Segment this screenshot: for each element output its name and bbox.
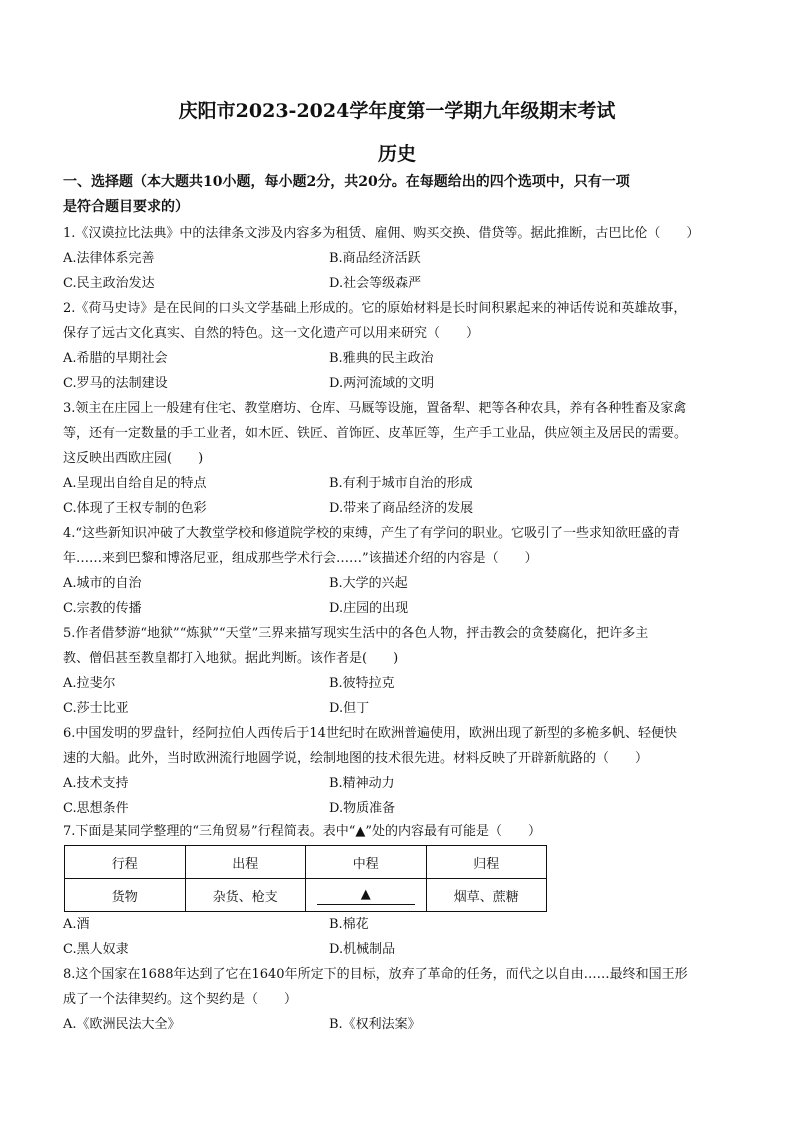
question-3-option-c: C.体现了王权专制的色彩 (63, 501, 207, 516)
question-4-line-2: 年……来到巴黎和博洛尼亚，组成那些学术行会……”该描述介绍的内容是（ ） (63, 551, 538, 566)
table-cell: 杂货、枪支 (185, 879, 306, 912)
question-5-option-a: A.拉斐尔 (63, 676, 116, 691)
question-3-line-3: 这反映出西欧庄园( ) (63, 451, 204, 466)
question-4-option-a: A.城市的自治 (63, 576, 142, 591)
question-6-line-1: 6.中国发明的罗盘针，经阿拉伯人西传后于14世纪时在欧洲普遍使用，欧洲出现了新型的多桅多帆、轻便快 (63, 726, 677, 741)
question-6-option-d: D.物质准备 (329, 801, 396, 816)
question-7-option-d: D.机械制品 (329, 942, 396, 957)
answer-blank-marker: ▲ (317, 886, 415, 905)
question-3-option-d: D.带来了商品经济的发展 (329, 501, 474, 516)
table-header-cell: 中程 (306, 846, 427, 879)
question-2-line-2: 保存了远古文化真实、自然的特色。这一文化遗产可以用来研究（ ） (63, 326, 480, 341)
question-5-line-1: 5.作者借梦游“地狱”“炼狱”“天堂”三界来描写现实生活中的各色人物，抨击教会的贪婪腐化，把许多主 (63, 626, 649, 641)
question-6-option-c: C.思想条件 (63, 801, 129, 816)
question-7-option-b: B.棉花 (329, 917, 369, 932)
table-cell: 货物 (65, 879, 186, 912)
question-4-option-d: D.庄园的出现 (329, 601, 409, 616)
question-3-option-a: A.呈现出自给自足的特点 (63, 476, 207, 491)
table-header-cell: 行程 (65, 846, 186, 879)
question-5-option-b: B.彼特拉克 (329, 676, 395, 691)
question-4-option-b: B.大学的兴起 (329, 576, 408, 591)
question-2-option-c: C.罗马的法制建设 (63, 376, 168, 391)
question-7-option-c: C.黑人奴隶 (63, 942, 129, 957)
question-5-option-d: D.但丁 (329, 701, 370, 716)
question-6-option-b: B.精神动力 (329, 776, 395, 791)
section-heading-line-1: 一、选择题（本大题共10小题，每小题2分，共20分。在每题给出的四个选项中，只有一项 (63, 174, 630, 190)
question-4-line-1: 4.“这些新知识冲破了大教堂学校和修道院学校的束缚，产生了有学问的职业。它吸引了一些求知欲旺盛的青 (63, 526, 681, 541)
question-8-option-b: B.《权利法案》 (329, 1017, 421, 1032)
question-6-line-2: 速的大船。此外，当时欧洲流行地圆学说，绘制地图的技术很先进。材料反映了开辟新航路的（ ） (63, 751, 649, 766)
question-8-option-a: A.《欧洲民法大全》 (63, 1017, 181, 1032)
exam-title: 庆阳市2023-2024学年度第一学期九年级期末考试 (178, 100, 616, 122)
question-3-line-2: 等，还有一定数量的手工业者，如木匠、铁匠、首饰匠、皮革匠等，生产手工业品，供应领主及居民的需要。 (63, 426, 688, 441)
section-heading (63, 170, 753, 220)
question-2-option-a: A.希腊的早期社会 (63, 351, 168, 366)
question-2-option-b: B.雅典的民主政治 (329, 351, 434, 366)
question-3-line-1: 3.领主在庄园上一般建有住宅、教堂磨坊、仓库、马厩等设施，置备犁、耙等各种农具，养有各种牲畜及家禽 (63, 401, 687, 416)
question-1-option-b: B.商品经济活跃 (329, 251, 421, 266)
table-header-cell: 归程 (426, 846, 547, 879)
question-1-line-1: 1.《汉谟拉比法典》中的法律条文涉及内容多为租赁、雇佣、购买交换、借贷等。据此推断，古巴比伦（ ） (63, 226, 700, 241)
section-heading-line-2: 是符合题目要求的） (63, 199, 189, 215)
question-1-option-d: D.社会等级森严 (329, 276, 422, 291)
question-1-option-a: A.法律体系完善 (63, 251, 155, 266)
question-8-line-1: 8.这个国家在1688年达到了它在1640年所定下的目标，放弃了革命的任务，而代之以自由……最终和国王形 (63, 967, 688, 982)
question-2-option-d: D.两河流域的文明 (329, 376, 435, 391)
question-1-option-c: C.民主政治发达 (63, 276, 155, 291)
table-row (65, 879, 547, 912)
table-cell-blank (306, 879, 427, 912)
question-4-option-c: C.宗教的传播 (63, 601, 142, 616)
question-3-option-b: B.有利于城市自治的形成 (329, 476, 473, 491)
table-cell: 烟草、蔗糖 (426, 879, 547, 912)
question-6-option-a: A.技术支持 (63, 776, 129, 791)
table-header-cell: 出程 (185, 846, 306, 879)
question-7-option-a: A.酒 (63, 917, 90, 932)
question-5-option-c: C.莎士比亚 (63, 701, 129, 716)
question-2-line-1: 2.《荷马史诗》是在民间的口头文学基础上形成的。它的原始材料是长时间积累起来的神话传说和英雄故事， (63, 301, 687, 316)
table-row (65, 846, 547, 879)
exam-subject: 历史 (377, 143, 416, 165)
question-7-line-1: 7.下面是某同学整理的“三角贸易”行程简表。表中“▲”处的内容最有可能是（ ） (63, 824, 541, 839)
triangle-trade-table (64, 845, 547, 912)
question-8-line-2: 成了一个法律契约。这个契约是（ ） (63, 992, 298, 1007)
question-5-line-2: 教、僧侣甚至教皇都打入地狱。据此判断。该作者是( ) (63, 651, 399, 666)
